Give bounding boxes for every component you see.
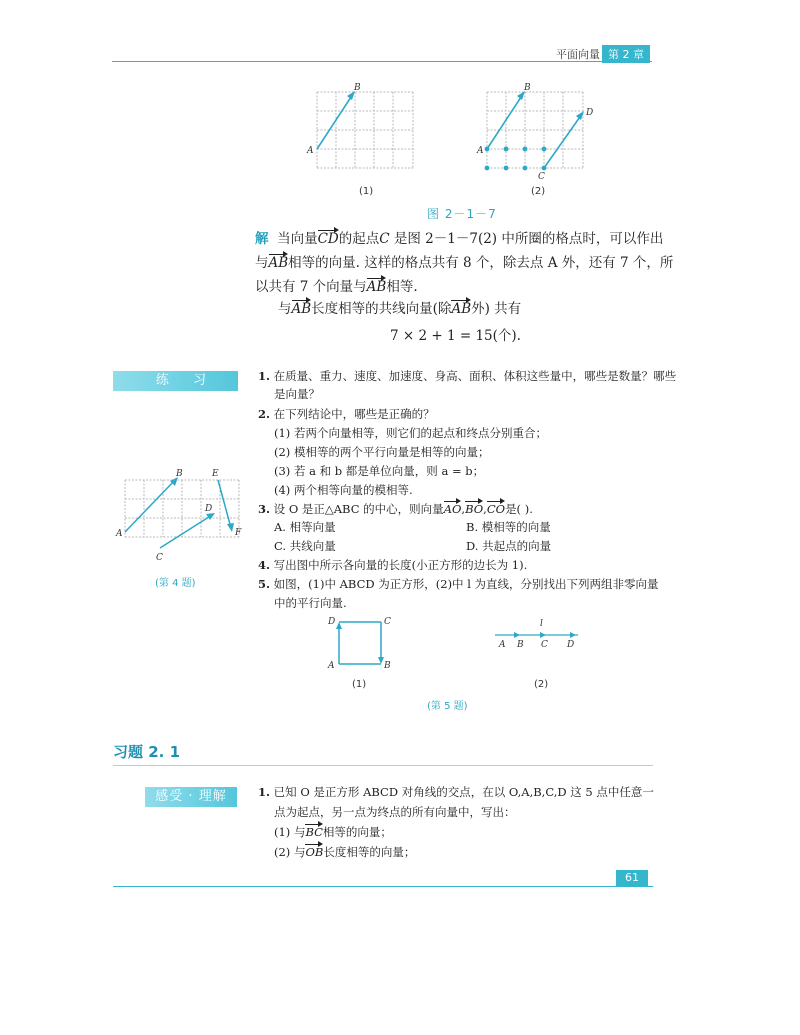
figure-question-5-sublabel-1: (1) xyxy=(352,679,367,690)
figure-sublabel-1: (1) xyxy=(359,186,374,197)
arrowhead-icon xyxy=(206,513,215,520)
grid xyxy=(487,92,583,168)
practice-banner: 练 习 xyxy=(113,371,238,391)
practice-q2-item-4: (4) 两个相等向量的模相等. xyxy=(274,483,413,497)
header-title: 平面向量 xyxy=(556,48,600,61)
vector-cd xyxy=(160,515,212,548)
label-a: A xyxy=(307,146,314,156)
arrowhead-icon xyxy=(540,632,546,638)
arrowhead-icon xyxy=(570,632,576,638)
exercise-q1-item-2: (2) 与OB长度相等的向量； xyxy=(274,843,415,862)
vector-ab: AB xyxy=(269,253,289,274)
label-c: C xyxy=(384,617,391,627)
practice-q2-item-2: (2) 模相等的两个平行向量是相等的向量； xyxy=(274,445,490,459)
solution-line-3: 以共有 7 个向量与AB相等. xyxy=(255,277,418,298)
figure-question-5-line xyxy=(490,615,585,655)
vector-ab xyxy=(125,480,175,532)
practice-q2-item-3: (3) 若 a 和 b 都是单位向量，则 a = b； xyxy=(274,464,485,478)
label-c: C xyxy=(538,172,545,180)
label-b: B xyxy=(384,661,391,671)
practice-q1: 1. 在质量、重力、速度、加速度、身高、面积、体积这些量中，哪些是数量？哪些 xyxy=(258,369,677,383)
figure-question-5-caption: (第 5 题) xyxy=(427,701,468,712)
figure-2-1-7-part2 xyxy=(475,80,605,180)
label-b: B xyxy=(176,469,183,479)
practice-q3-option-d: D. 共起点的向量 xyxy=(466,539,552,553)
practice-q3-option-b: B. 模相等的向量 xyxy=(466,520,551,534)
figure-question-4-caption: (第 4 题) xyxy=(155,578,196,589)
figure-2-1-7-part1 xyxy=(305,80,420,175)
vector-ab xyxy=(487,94,523,149)
vector-ab: AB xyxy=(367,277,387,298)
label-b: B xyxy=(354,83,361,93)
label-b: B xyxy=(517,640,524,650)
vector-ab: AB xyxy=(451,299,471,320)
solution-line-2: 与AB相等的向量. 这样的格点共有 8 个，除去点 A 外，还有 7 个，所 xyxy=(255,253,673,274)
grid xyxy=(317,92,413,168)
practice-q2: 2. 在下列结论中，哪些是正确的？ xyxy=(258,407,435,421)
label-a: A xyxy=(477,146,484,156)
figure-question-5-square xyxy=(325,612,395,674)
vector-ab xyxy=(317,94,353,149)
practice-q3-option-c: C. 共线向量 xyxy=(274,539,336,553)
label-c: C xyxy=(156,553,163,563)
arrowhead-icon xyxy=(227,523,234,532)
exercise-title-rule xyxy=(113,765,653,766)
arrowhead-icon xyxy=(336,622,342,629)
practice-q4: 4. 写出图中所示各向量的长度(小正方形的边长为 1). xyxy=(258,558,528,572)
label-d: D xyxy=(205,504,213,514)
label-d: D xyxy=(328,617,336,627)
practice-q1-line2: 是向量？ xyxy=(274,387,320,401)
vector-ao: AO xyxy=(444,500,462,519)
label-e: E xyxy=(212,469,219,479)
label-f: F xyxy=(235,528,242,538)
solution-formula: 7 × 2 + 1 = 15(个). xyxy=(390,328,521,344)
vector-bo: BO xyxy=(465,500,483,519)
circled-lattice-points xyxy=(485,147,547,171)
label-a: A xyxy=(116,529,123,539)
label-l: l xyxy=(540,619,543,629)
practice-q3-option-a: A. 相等向量 xyxy=(274,520,336,534)
label-a: A xyxy=(499,640,506,650)
label-c: C xyxy=(541,640,548,650)
exercise-banner: 感受 · 理解 xyxy=(145,787,237,807)
exercise-q1-item-1: (1) 与BC相等的向量； xyxy=(274,823,392,842)
grid xyxy=(125,480,239,537)
practice-q5: 5. 如图，(1)中 ABCD 为正方形，(2)中 l 为直线，分别找出下列两组非零向量 xyxy=(258,577,659,591)
page-number: 61 xyxy=(616,870,648,886)
vector-bc: BC xyxy=(305,823,322,842)
label-a: A xyxy=(328,661,335,671)
label-d: D xyxy=(586,108,594,118)
exercise-title: 习题 2. 1 xyxy=(113,743,181,761)
practice-q3: 3. 设 O 是正△ABC 的中心，则向量AO,BO,CO是( ). xyxy=(258,500,533,519)
exercise-q1: 1. 已知 O 是正方形 ABCD 对角线的交点，在以 O,A,B,C,D 这 5 点中任意一 xyxy=(258,785,654,799)
solution-tag: 解 xyxy=(255,231,269,247)
exercise-q1-line2: 点为起点，另一点为终点的所有向量中，写出： xyxy=(274,805,516,819)
vector-ob: OB xyxy=(305,843,323,862)
vector-ab: AB xyxy=(292,299,312,320)
label-b: B xyxy=(524,83,531,93)
figure-question-5-sublabel-2: (2) xyxy=(534,679,549,690)
arrowhead-icon xyxy=(514,632,520,638)
solution-line-4: 与AB长度相等的共线向量(除AB外) 共有 xyxy=(278,299,521,320)
figure-question-4 xyxy=(115,468,250,568)
arrowhead-icon xyxy=(576,111,584,120)
vector-cd: CD xyxy=(318,229,339,250)
vector-ef xyxy=(218,480,231,528)
figure-caption: 图 2－1－7 xyxy=(427,207,497,221)
practice-q2-item-1: (1) 若两个向量相等，则它们的起点和终点分别重合； xyxy=(274,426,547,440)
practice-q5-line2: 中的平行向量. xyxy=(274,596,347,610)
figure-sublabel-2: (2) xyxy=(531,186,546,197)
label-d: D xyxy=(567,640,575,650)
footer-rule xyxy=(113,886,653,887)
vector-co: CO xyxy=(487,500,505,519)
solution-line-1: 解 当向量CD的起点C 是图 2－1－7(2) 中所圈的格点时，可以作出 xyxy=(255,229,663,250)
header-chapter-badge: 第 2 章 xyxy=(602,45,650,63)
